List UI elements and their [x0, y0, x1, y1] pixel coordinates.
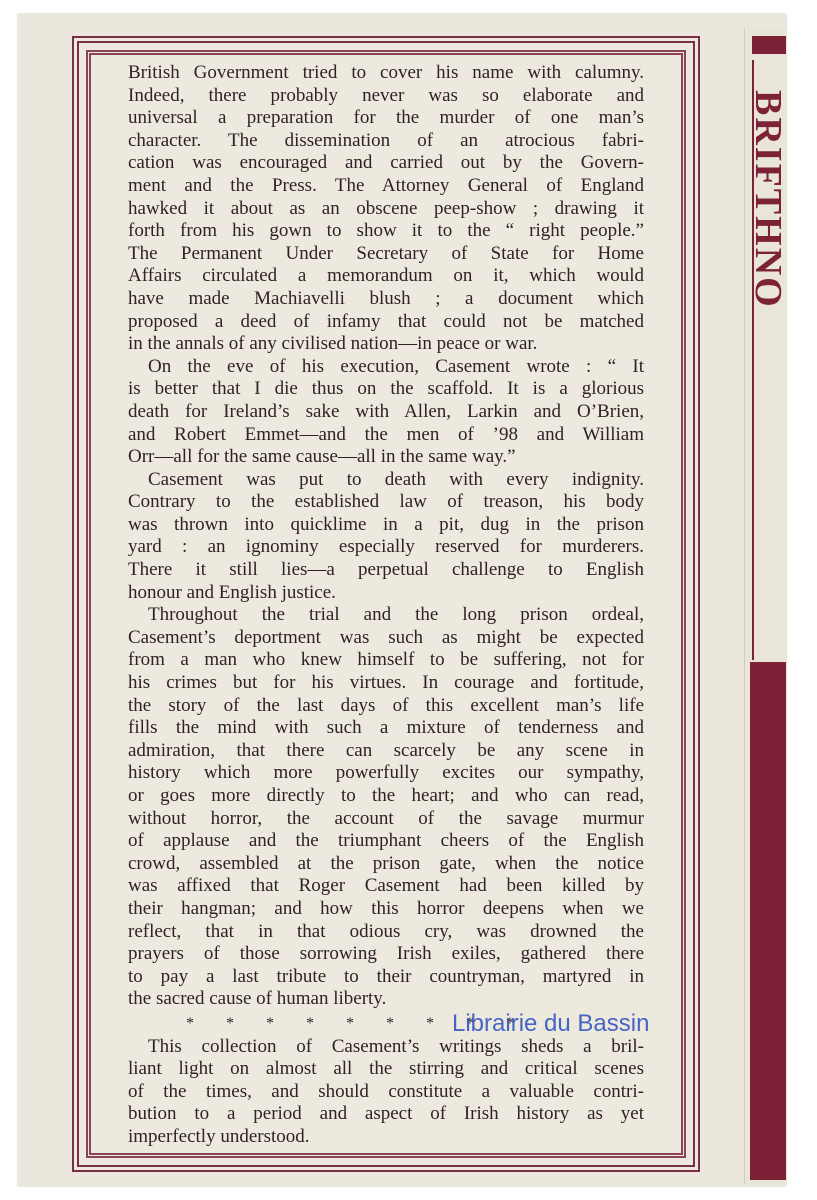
text-line: fills the mind with such a mixture of tenderness and — [128, 717, 644, 739]
body-paragraph — [128, 356, 644, 469]
text-line: in the annals of any civilised nation—in peace or war. — [128, 333, 538, 355]
text-line: the sacred cause of human liberty. — [128, 988, 387, 1010]
text-line: to pay a last tribute to their countryman, martyred in — [128, 965, 644, 987]
text-line: admiration, that there can scarcely be any scene in — [128, 739, 644, 761]
body-paragraph — [128, 469, 644, 605]
text-line: proposed a deed of infamy that could not be matched — [128, 310, 644, 332]
text-line: On the eve of his execution, Casement wrote : “ It — [148, 355, 644, 377]
spine-title-fragment: BRIFTHNO — [747, 90, 789, 309]
text-line: of applause and the triumphant cheers of the English — [128, 830, 644, 852]
text-line: Casement’s deportment was such as might be expected — [128, 626, 644, 648]
text-line: honour and English justice. — [128, 581, 336, 603]
text-line: history which more powerfully excites our sympathy, — [128, 762, 644, 784]
text-line: the story of the last days of this excellent man’s life — [128, 694, 644, 716]
text-line: hawked it about as an obscene peep-show ; drawing it — [128, 197, 644, 219]
text-line: universal a preparation for the murder of one man’s — [128, 107, 644, 129]
text-line: imperfectly understood. — [128, 1125, 310, 1147]
text-line: from a man who knew himself to be suffering, not for — [128, 649, 644, 671]
text-line: without horror, the account of the savage murmur — [128, 807, 644, 829]
text-line: or goes more directly to the heart; and who can read, — [128, 785, 644, 806]
blurb-text — [128, 62, 644, 1149]
text-line: was affixed that Roger Casement had been killed by — [128, 875, 644, 897]
text-line: crowd, assembled at the prison gate, when the notice — [128, 852, 644, 874]
text-line: There it still lies—a perpetual challenge to English — [128, 559, 644, 581]
text-line: have made Machiavelli blush ; a document which — [128, 287, 644, 309]
section-separator: * * * * * * * * * — [186, 1014, 528, 1032]
spine-bottom-block — [750, 662, 786, 1180]
text-line: Contrary to the established law of treason, his body — [128, 491, 644, 513]
text-line: of the times, and should constitute a valuable contri- — [128, 1080, 644, 1102]
text-line: This collection of Casement’s writings sheds a bril- — [148, 1035, 644, 1057]
text-line: reflect, that in that odious cry, was drowned the — [128, 920, 644, 942]
text-line: British Government tried to cover his name with calumny. — [128, 62, 644, 83]
text-line: Indeed, there probably never was so elaborate and — [128, 84, 644, 106]
text-line: cation was encouraged and carried out by the Govern- — [128, 152, 644, 174]
text-line: bution to a period and aspect of Irish history as yet — [128, 1103, 644, 1125]
text-line: Affairs circulated a memorandum on it, which would — [128, 265, 644, 287]
text-line: is better that I die thus on the scaffold. It is a glorious — [128, 378, 644, 400]
text-line: Orr—all for the same cause—all in the same way.” — [128, 446, 516, 468]
text-line: death for Ireland’s sake with Allen, Larkin and O’Brien, — [128, 400, 644, 422]
text-line: was thrown into quicklime in a pit, dug in the prison — [128, 513, 644, 535]
text-line: their hangman; and how this horror deepens when we — [128, 897, 644, 919]
text-line: liant light on almost all the stirring and critical scenes — [128, 1058, 644, 1080]
text-line: his crimes but for his virtues. In courage and fortitude, — [128, 672, 644, 694]
text-line: prayers of those sorrowing Irish exiles, gathered there — [128, 943, 644, 965]
body-paragraph — [128, 62, 644, 356]
text-line: Throughout the trial and the long prison ordeal, — [148, 604, 644, 626]
text-line: yard : an ignominy especially reserved for murderers. — [128, 536, 644, 558]
watermark-text: Librairie du Bassin — [452, 1010, 650, 1037]
text-line: ment and the Press. The Attorney General of England — [128, 174, 644, 196]
closing-paragraph — [128, 1036, 644, 1149]
body-paragraph — [128, 604, 644, 1011]
text-line: The Permanent Under Secretary of State for Home — [128, 242, 644, 264]
spine-top-band — [752, 36, 786, 54]
text-line: Casement was put to death with every indignity. — [148, 468, 644, 490]
text-line: forth from his gown to show it to the “ right people.” — [128, 220, 644, 242]
text-line: and Robert Emmet—and the men of ’98 and William — [128, 423, 644, 445]
text-line: character. The dissemination of an atrocious fabri- — [128, 129, 644, 151]
